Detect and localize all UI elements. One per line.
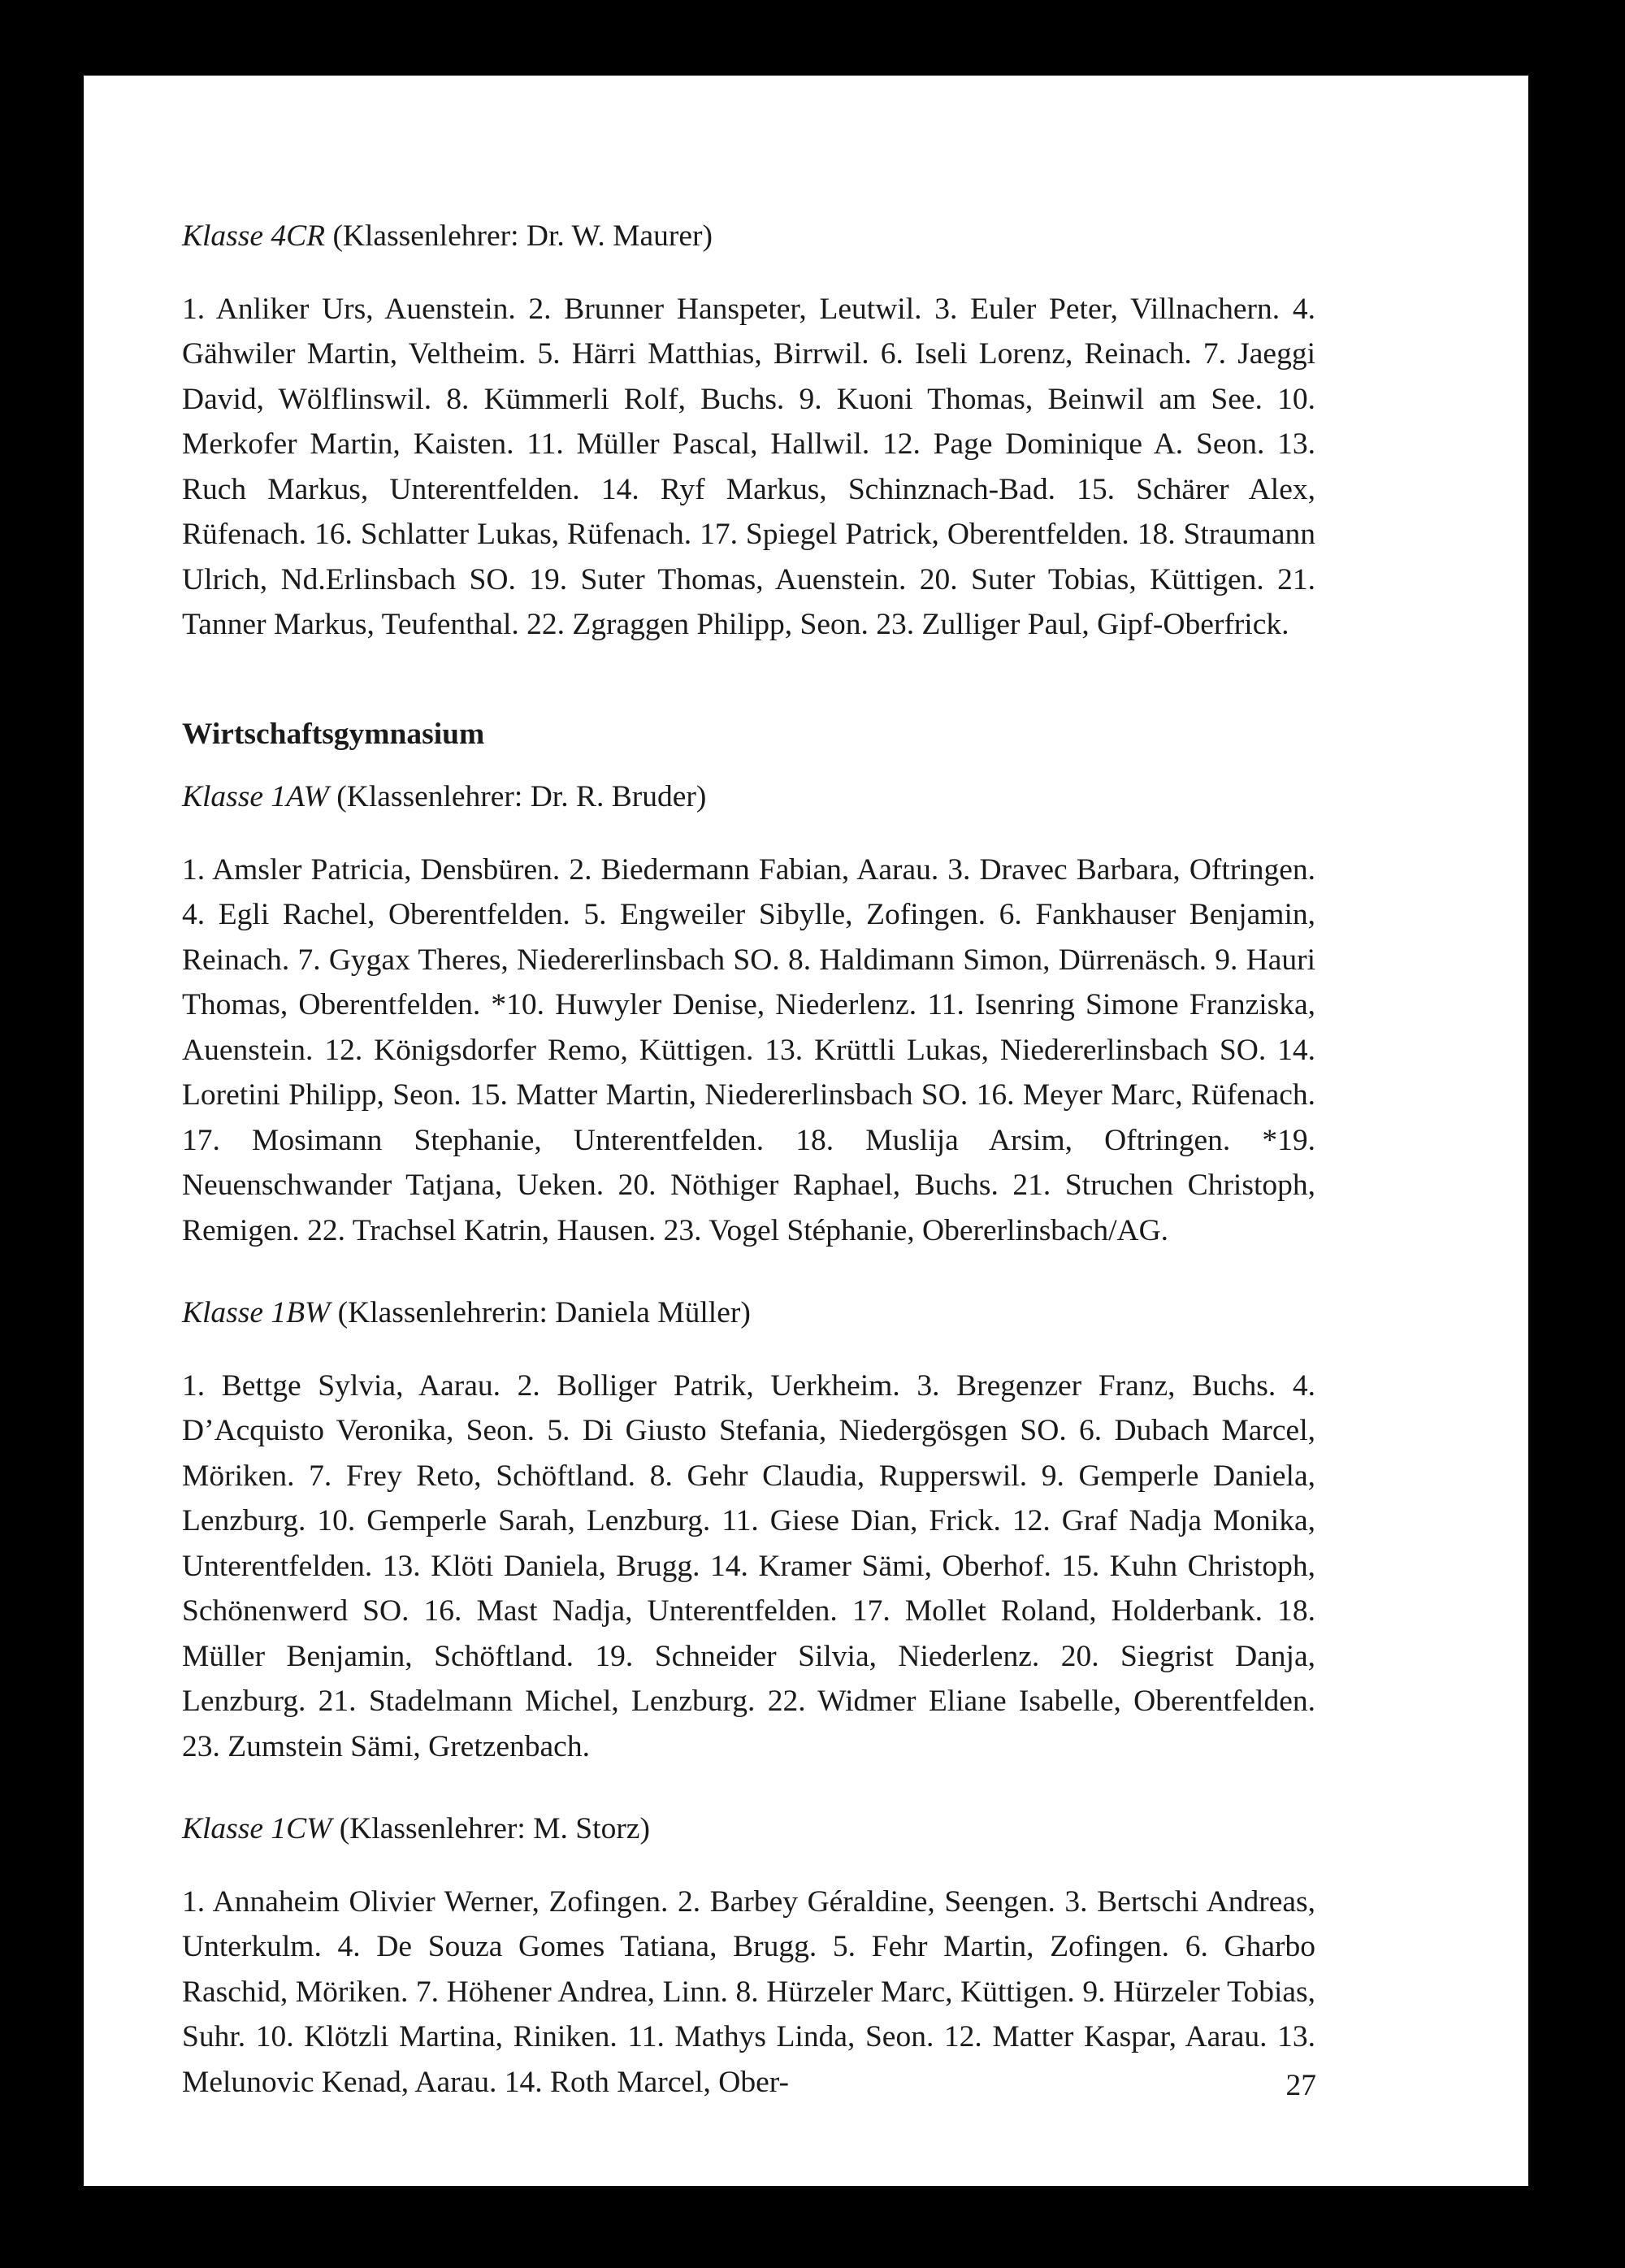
class-roster-1bw: 1. Bettge Sylvia, Aarau. 2. Bolliger Patrik, Uerkheim. 3. Bregenzer Franz, Buchs. 4. D’Acquisto Veronika, Seon. 5. Di Giusto Stefania, Niedergösgen SO. 6. Dubach Marcel, Möriken. 7. Frey Reto, Schöftland. 8. Gehr Claudia, Rupperswil. 9. Gemperle Daniela, Lenzburg. 10. Gemperle Sarah, Lenzburg. 11. Giese Dian, Frick. 12. Graf Nadja Monika, Unterentfelden. 13. Klöti Daniela, Brugg. 14. Kramer Sämi, Oberhof. 15. Kuhn Christoph, Schönenwerd SO. 16. Mast Nadja, Unterentfelden. 17. Mollet Roland, Holderbank. 18. Müller Benjamin, Schöftland. 19. Schneider Silvia, Niederlenz. 20. Siegrist Danja, Lenzburg. 21. Stadelmann Michel, Lenzburg. 22. Widmer Eliane Isabelle, Oberentfelden. 23. Zumstein Sämi, Gretzenbach. <box>182 1368 1315 1763</box>
class-teacher: (Klassenlehrer: Dr. R. Bruder) <box>328 780 707 813</box>
class-roster-1aw: 1. Amsler Patricia, Densbüren. 2. Biedermann Fabian, Aarau. 3. Dravec Barbara, Oftringen. 4. Egli Rachel, Oberentfelden. 5. Engweiler Sibylle, Zofingen. 6. Fankhauser Benjamin, Reinach. 7. Gygax Theres, Niedererlinsbach SO. 8. Haldimann Simon, Dürrenäsch. 9. Hauri Thomas, Oberentfelden. *10. Huwyler Denise, Niederlenz. 11. Isenring Simone Franziska, Auenstein. 12. Königsdorfer Remo, Küttigen. 13. Krüttli Lukas, Niedererlinsbach SO. 14. Loretini Philipp, Seon. 15. Matter Martin, Niedererlinsbach SO. 16. Meyer Marc, Rüfenach. 17. Mosimann Stephanie, Unterentfelden. 18. Muslija Arsim, Oftringen. *19. Neuenschwander Tatjana, Ueken. 20. Nöthiger Raphael, Buchs. 21. Struchen Christoph, Remigen. 22. Trachsel Katrin, Hausen. 23. Vogel Stéphanie, Obererlinsbach/AG. <box>182 852 1315 1247</box>
document-page <box>84 76 1528 2186</box>
class-name: Klasse 1BW <box>182 1296 331 1329</box>
class-heading-1aw <box>182 774 1315 820</box>
class-name: Klasse 1CW <box>182 1812 332 1845</box>
class-name: Klasse 4CR <box>182 219 326 253</box>
section-title: Wirtschaftsgymnasium <box>182 717 485 751</box>
class-heading-4cr <box>182 214 1315 259</box>
class-heading-1cw <box>182 1806 1315 1852</box>
class-teacher: (Klassenlehrerin: Daniela Müller) <box>330 1296 751 1329</box>
class-name: Klasse 1AW <box>182 780 329 813</box>
class-roster-4cr: 1. Anliker Urs, Auenstein. 2. Brunner Hanspeter, Leutwil. 3. Euler Peter, Villnachern. 4. Gähwiler Martin, Veltheim. 5. Härri Matthias, Birrwil. 6. Iseli Lorenz, Reinach. 7. Jaeggi David, Wölflinswil. 8. Kümmerli Rolf, Buchs. 9. Kuoni Thomas, Beinwil am See. 10. Merkofer Martin, Kaisten. 11. Müller Pascal, Hallwil. 12. Page Dominique A. Seon. 13. Ruch Markus, Unterentfelden. 14. Ryf Markus, Schinznach-Bad. 15. Schärer Alex, Rüfenach. 16. Schlatter Lukas, Rüfenach. 17. Spiegel Patrick, Oberentfelden. 18. Straumann Ulrich, Nd.Erlinsbach SO. 19. Suter Thomas, Auenstein. 20. Suter Tobias, Küttigen. 21. Tanner Markus, Teufenthal. 22. Zgraggen Philipp, Seon. 23. Zulliger Paul, Gipf-Oberfrick. <box>182 292 1315 641</box>
class-roster-1cw: 1. Annaheim Olivier Werner, Zofingen. 2. Barbey Géraldine, Seengen. 3. Bertschi Andreas, Unterkulm. 4. De Souza Gomes Tatiana, Brugg. 5. Fehr Martin, Zofingen. 6. Gharbo Raschid, Möriken. 7. Höhener Andrea, Linn. 8. Hürzeler Marc, Küttigen. 9. Hürzeler Tobias, Suhr. 10. Klötzli Martina, Riniken. 11. Mathys Linda, Seon. 12. Matter Kaspar, Aarau. 13. Melunovic Kenad, Aarau. 14. Roth Marcel, Ober- <box>182 1884 1315 2099</box>
class-heading-1bw <box>182 1290 1315 1336</box>
page-number: 27 <box>1285 2069 1316 2102</box>
class-teacher: (Klassenlehrer: Dr. W. Maurer) <box>325 219 713 253</box>
class-teacher: (Klassenlehrer: M. Storz) <box>332 1812 650 1845</box>
page-content <box>182 214 1315 2105</box>
